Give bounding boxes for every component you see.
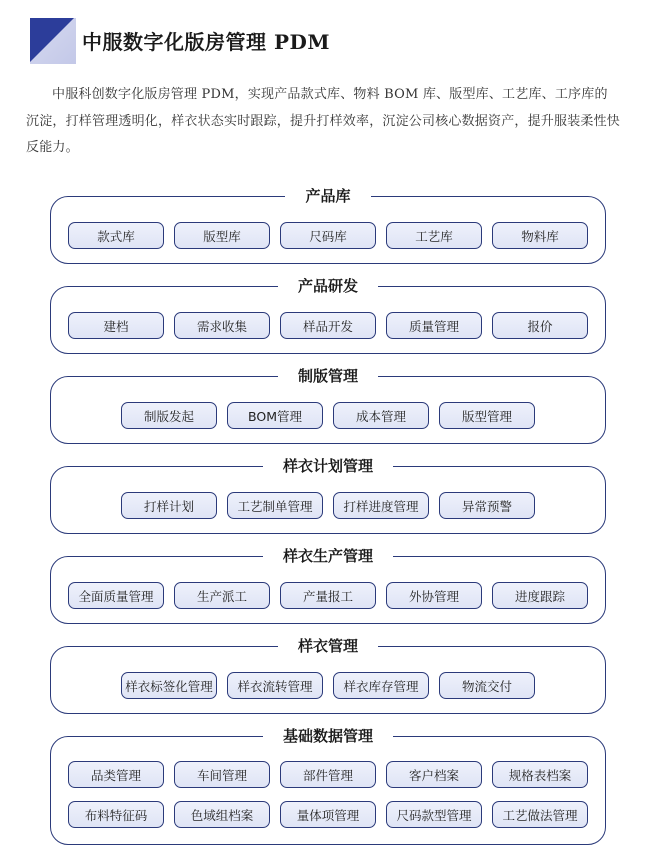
module-button[interactable]: 工艺库 — [386, 222, 482, 249]
module-row — [51, 222, 605, 249]
module-button[interactable]: 样品开发 — [280, 312, 376, 339]
module-row — [51, 761, 605, 788]
section-box — [50, 457, 606, 534]
module-row — [51, 801, 605, 828]
section-title-wrap — [51, 274, 605, 298]
section-title-wrap — [51, 544, 605, 568]
module-button[interactable]: 样衣标签化管理 — [121, 672, 217, 699]
module-button[interactable]: 客户档案 — [386, 761, 482, 788]
module-button[interactable]: 生产派工 — [174, 582, 270, 609]
section-box — [50, 727, 606, 845]
module-button[interactable]: 进度跟踪 — [492, 582, 588, 609]
module-row — [51, 492, 605, 519]
module-button[interactable]: 色域组档案 — [174, 801, 270, 828]
module-button[interactable]: 规格表档案 — [492, 761, 588, 788]
module-button[interactable]: 版型管理 — [439, 402, 535, 429]
section-title-wrap — [51, 454, 605, 478]
section-title: 产品库 — [285, 184, 370, 208]
section-box — [50, 187, 606, 264]
module-button[interactable]: 成本管理 — [333, 402, 429, 429]
module-button[interactable]: 报价 — [492, 312, 588, 339]
section-box — [50, 547, 606, 624]
module-button[interactable]: 款式库 — [68, 222, 164, 249]
section-title-wrap — [51, 724, 605, 748]
module-button[interactable]: 样衣流转管理 — [227, 672, 323, 699]
module-button[interactable]: 尺码库 — [280, 222, 376, 249]
module-button[interactable]: 车间管理 — [174, 761, 270, 788]
module-button[interactable]: 样衣库存管理 — [333, 672, 429, 699]
module-button[interactable]: BOM管理 — [227, 402, 323, 429]
module-button[interactable]: 工艺制单管理 — [227, 492, 323, 519]
module-button[interactable]: 工艺做法管理 — [492, 801, 588, 828]
module-row — [51, 402, 605, 429]
module-button[interactable]: 量体项管理 — [280, 801, 376, 828]
section-title: 产品研发 — [278, 274, 378, 298]
module-button[interactable]: 需求收集 — [174, 312, 270, 339]
module-button[interactable]: 品类管理 — [68, 761, 164, 788]
section-title-wrap — [51, 184, 605, 208]
module-button[interactable]: 布料特征码 — [68, 801, 164, 828]
module-button[interactable]: 建档 — [68, 312, 164, 339]
module-button[interactable]: 产量报工 — [280, 582, 376, 609]
module-button[interactable]: 版型库 — [174, 222, 270, 249]
section-title: 样衣计划管理 — [263, 454, 393, 478]
module-button[interactable]: 物料库 — [492, 222, 588, 249]
module-row — [51, 672, 605, 699]
module-button[interactable]: 异常预警 — [439, 492, 535, 519]
section-box — [50, 637, 606, 714]
module-button[interactable]: 尺码款型管理 — [386, 801, 482, 828]
module-button[interactable]: 制版发起 — [121, 402, 217, 429]
module-button[interactable]: 全面质量管理 — [68, 582, 164, 609]
module-button[interactable]: 外协管理 — [386, 582, 482, 609]
section-title: 基础数据管理 — [263, 724, 393, 748]
module-button[interactable]: 部件管理 — [280, 761, 376, 788]
module-button[interactable]: 打样计划 — [121, 492, 217, 519]
module-button[interactable]: 打样进度管理 — [333, 492, 429, 519]
description: 中服科创数字化版房管理 PDM，实现产品款式库、物料 BOM 库、版型库、工艺库、工序库的沉淀，打样管理透明化，样衣状态实时跟踪，提升打样效率，沉淀公司核心数据资产，提升服装柔性快反能力。 — [26, 87, 621, 155]
section-title: 制版管理 — [278, 364, 378, 388]
section-title-wrap — [51, 364, 605, 388]
section-title: 样衣管理 — [278, 634, 378, 658]
page-title: 中服数字化版房管理 PDM — [82, 30, 330, 54]
section-title: 样衣生产管理 — [263, 544, 393, 568]
section-box — [50, 277, 606, 354]
module-button[interactable]: 质量管理 — [386, 312, 482, 339]
module-row — [51, 312, 605, 339]
module-row — [51, 582, 605, 609]
module-button[interactable]: 物流交付 — [439, 672, 535, 699]
section-box — [50, 367, 606, 444]
header — [30, 18, 620, 64]
section-title-wrap — [51, 634, 605, 658]
